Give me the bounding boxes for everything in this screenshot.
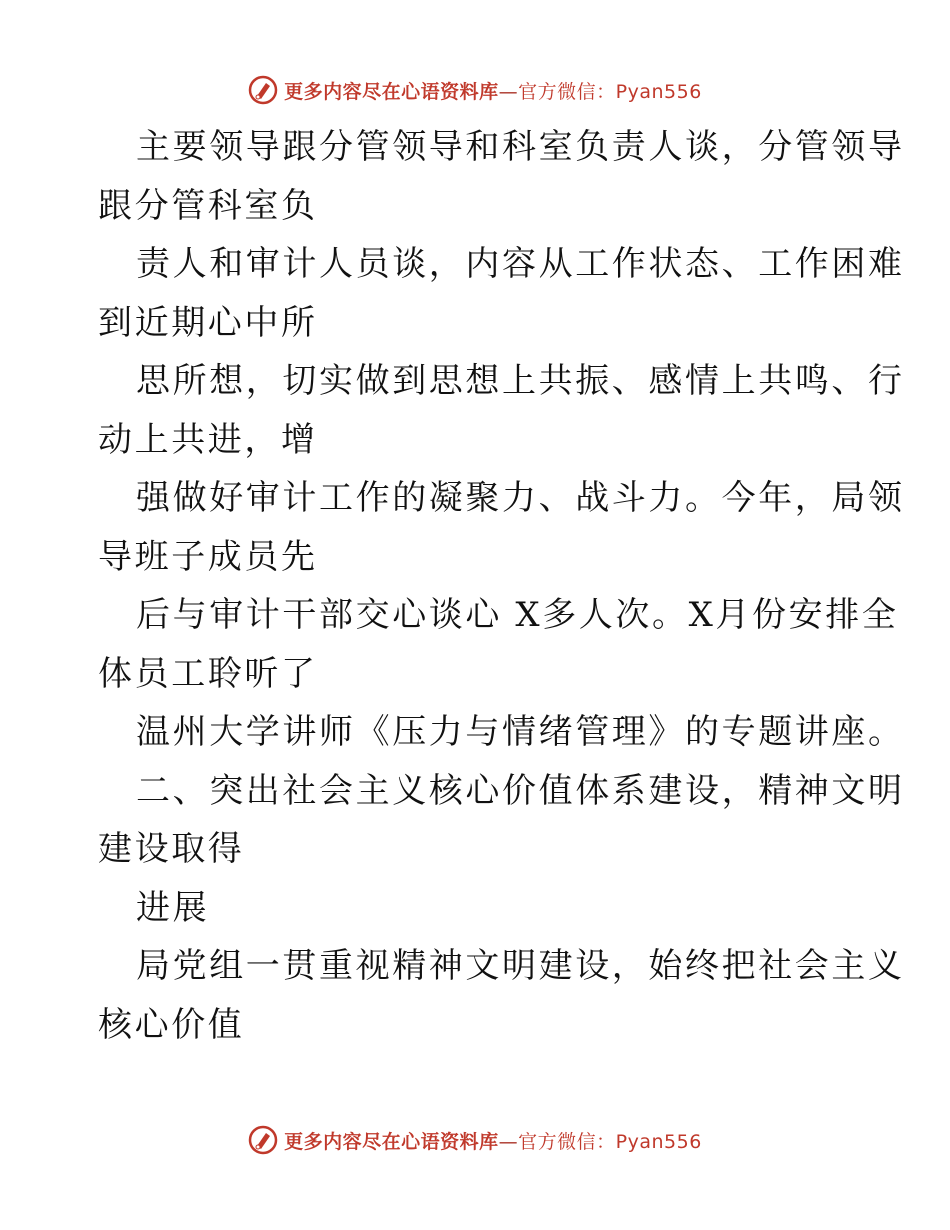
text-line: 后与审计干部交心谈心 X多人次。X月份安排全 bbox=[136, 595, 899, 635]
text-line: 体员工聆听了 bbox=[98, 653, 318, 694]
banner-contact: 官方微信：Pyan556 bbox=[518, 80, 702, 103]
banner-dash: — bbox=[498, 1130, 519, 1153]
section-heading-line: 进展 bbox=[136, 887, 210, 928]
text-line: 动上共进，增 bbox=[98, 419, 318, 460]
header-banner bbox=[0, 70, 950, 110]
text-line: 强做好审计工作的凝聚力、战斗力。今年，局领 bbox=[136, 478, 905, 518]
text-line: 主要领导跟分管领导和科室负责人谈，分管领导 bbox=[136, 127, 905, 167]
text-line: 温州大学讲师《压力与情绪管理》的专题讲座。 bbox=[136, 712, 905, 752]
banner-text bbox=[284, 77, 702, 104]
banner-title: 更多内容尽在心语资料库 bbox=[284, 1130, 499, 1153]
footer-banner bbox=[0, 1120, 950, 1160]
banner-title: 更多内容尽在心语资料库 bbox=[284, 80, 499, 103]
pen-logo-icon bbox=[248, 75, 278, 105]
section-heading-line: 二、突出社会主义核心价值体系建设，精神文明 bbox=[136, 770, 905, 811]
banner-contact: 官方微信：Pyan556 bbox=[518, 1130, 702, 1153]
text-line: 思所想，切实做到思想上共振、感情上共鸣、行 bbox=[136, 361, 905, 401]
pen-logo-icon bbox=[248, 1125, 278, 1155]
section-heading-line: 建设取得 bbox=[98, 829, 245, 869]
text-line: 导班子成员先 bbox=[98, 536, 318, 577]
banner-text bbox=[284, 1127, 702, 1154]
text-line: 跟分管科室负 bbox=[98, 185, 318, 226]
text-line: 到近期心中所 bbox=[98, 302, 318, 343]
document-body bbox=[98, 118, 905, 1054]
text-line: 核心价值 bbox=[98, 1004, 245, 1045]
banner-dash: — bbox=[498, 80, 519, 103]
text-line: 局党组一贯重视精神文明建设，始终把社会主义 bbox=[136, 946, 905, 986]
text-line: 责人和审计人员谈，内容从工作状态、工作困难 bbox=[136, 244, 905, 284]
